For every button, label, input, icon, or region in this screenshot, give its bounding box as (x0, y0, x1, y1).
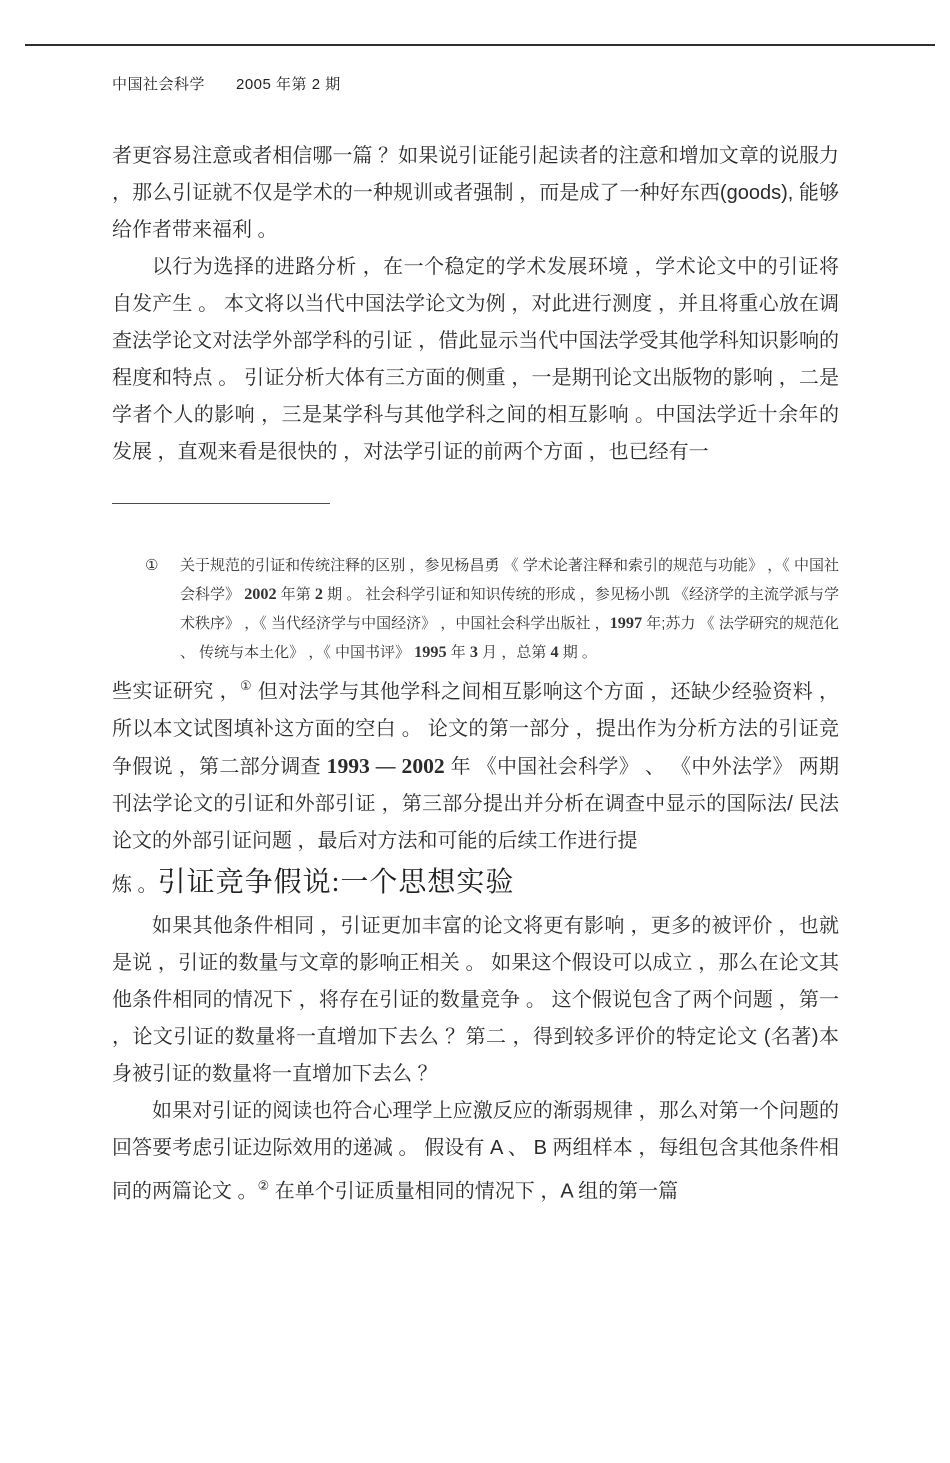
paragraph-empirical (112, 667, 839, 860)
paragraph-intro-continued: 者更容易注意或者相信哪一篇 ？如果说引证能引起读者的注意和增加文章的说服力 ，那么引证就不仅是学术的一种规训或者强制 ，而是成了一种好东西(goods), 能够给作者带来福利 。 (112, 145, 839, 241)
footnote-text: 关于规范的引证和传统注释的区别 ，参见杨昌勇 《 学术论著注释和索引的规范与功能》 ，《 中国社会科学》 2002 年第 2 期 。 社会科学引证和知识传统的形成 ，参见杨小凯 《经济学的主流学派与学术秩序》 ，《 当代经济学与中国经济》 ，中国社会科学出版社 ，1997 年;苏力 《 法学研究的规范化 、 传统与本土化》 ，《 中国书评》 1995 年 3 月 ，总第 4 期 。 (180, 557, 839, 661)
footnote-marker: ① (145, 557, 159, 574)
section-heading-line (112, 860, 839, 908)
section-heading: 引证竞争假说:一个思想实验 (157, 866, 515, 898)
heading-line-prefix: 炼 。 (112, 873, 158, 896)
paragraph-empirical-start: 些实证研究 ， (112, 680, 240, 703)
footnote-ref-1: ① (239, 678, 252, 693)
footnote-separator (112, 503, 330, 504)
page-body (112, 138, 839, 1210)
paragraph-psychology-rest: 在单个引证质量相同的情况下 ，A 组的第一篇 (269, 1180, 679, 1203)
paragraph-empirical-rest: 但对法学与其他学科之间相互影响这个方面 ，还缺少经验资料 ，所以本文试图填补这方面的空白 。 论文的第一部分 ，提出作为分析方法的引证竞争假说 ，第二部分调查 1993 — 2002 年 《中国社会科学》 、 《中外法学》 两期刊法学论文的引证和外部引证 ，第三部分提出并分析在调查中显示的国际法/ 民法论文的外部引证问题 ，最后对方法和可能的后续工作进行提 (112, 680, 840, 852)
top-rule (25, 44, 935, 46)
footnote (145, 551, 839, 667)
paragraph-behavior-analysis: 以行为选择的进路分析 ，在一个稳定的学术发展环境 ，学术论文中的引证将自发产生 。 本文将以当代中国法学论文为例 ，对此进行测度 ，并且将重心放在调查法学论文对法学外部学科的引证 ，借此显示当代中国法学受其他学科知识影响的程度和特点 。 引证分析大体有三方面的侧重 ，一是期刊论文出版物的影响 ，二是学者个人的影响 ，三是某学科与其他学科之间的相互影响 。中国法学近十余年的发展 ，直观来看是很快的 ，对法学引证的前两个方面 ，也已经有一 (112, 256, 839, 463)
paragraph-psychology-start: 如果对引证的阅读也符合心理学上应激反应的渐弱规律 ，那么对第一个问题的回答要考虑引证边际效用的递减 。 假设有 A 、 B 两组样本 ，每组包含其他条件相同的两篇论文 。 (112, 1099, 839, 1203)
footnote-ref-2: ② (257, 1177, 270, 1193)
paragraph-psychology (112, 1093, 839, 1211)
paragraph-hypothesis: 如果其他条件相同 ，引证更加丰富的论文将更有影响 ，更多的被评价 ，也就是说 ，引证的数量与文章的影响正相关 。 如果这个假设可以成立 ，那么在论文其他条件相同的情况下 ，将存在引证的数量竞争 。 这个假说包含了两个问题 ，第一 ，论文引证的数量将一直增加下去么 ？第二 ，得到较多评价的特定论文 (名著)本身被引证的数量将一直增加下去么 ？ (112, 914, 839, 1085)
journal-header: 中国社会科学 2005 年第 2 期 (112, 76, 341, 93)
